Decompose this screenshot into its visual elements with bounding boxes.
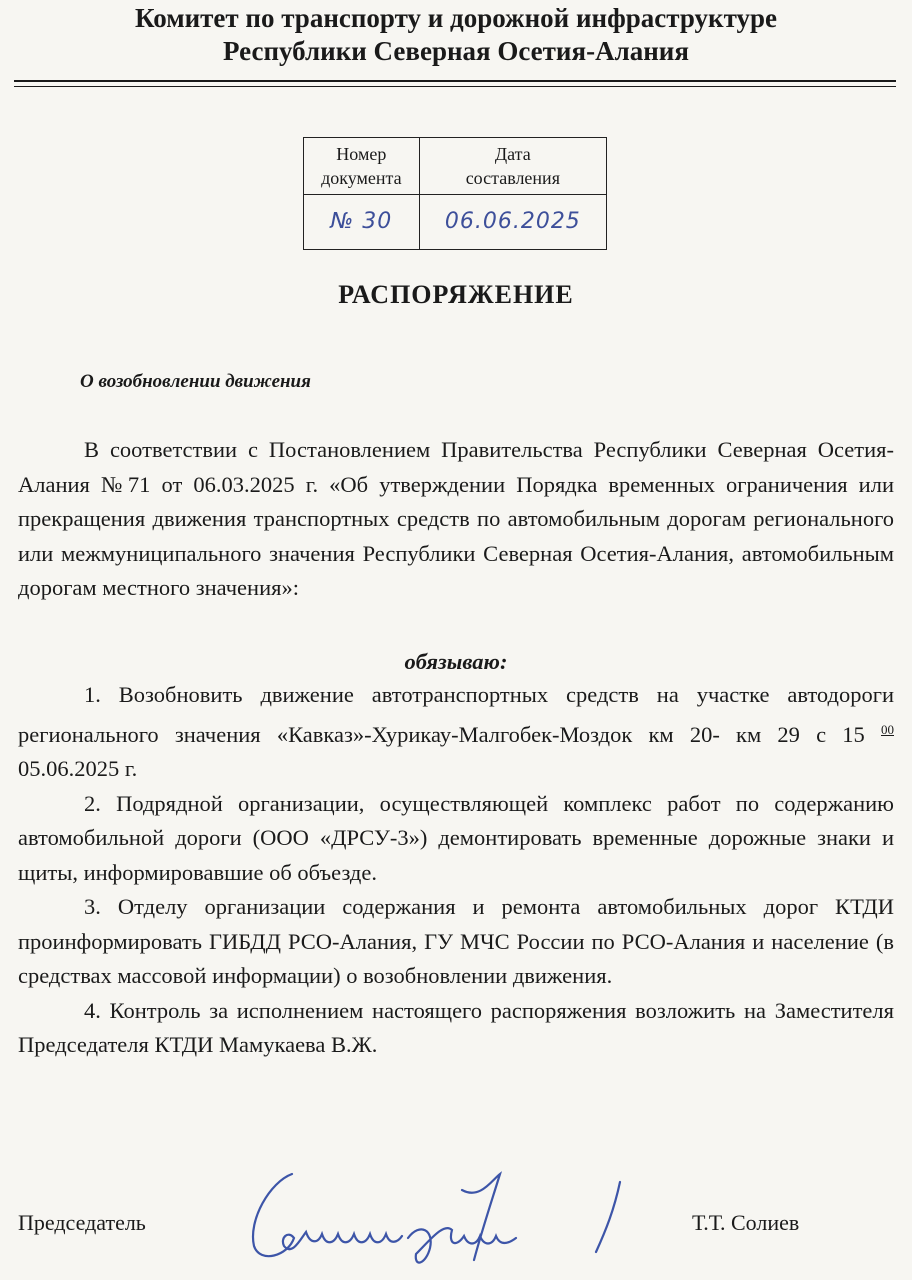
document-meta-table: [303, 137, 607, 250]
document-title: РАСПОРЯЖЕНИЕ: [338, 280, 574, 309]
doc-date-value: 06.06.2025: [419, 195, 606, 250]
time-superscript: 00: [881, 721, 894, 737]
document-subject: О возобновлении движения: [80, 371, 311, 392]
order-word: обязываю:: [404, 649, 508, 674]
handwritten-signature: [230, 1160, 650, 1270]
doc-number-header: Номер документа: [304, 138, 420, 195]
header-rule-thick: [14, 80, 896, 82]
order-item-4: 4. Контроль за исполнением настоящего распоряжения возложить на Заместителя Председателя КТДИ Мамукаева В.Ж.: [18, 997, 894, 1057]
doc-date-header: Дата составления: [419, 138, 606, 195]
signatory-name: Т.Т. Солиев: [692, 1210, 800, 1235]
order-item-2: 2. Подрядной организации, осуществляющей комплекс работ по содержанию автомобильной дороги (ООО «ДРСУ-3») демонтировать временные дорожные знаки и щиты, информировавшие об объезде.: [18, 790, 894, 885]
org-name-line1: Комитет по транспорту и дорожной инфраструктуре: [134, 3, 777, 33]
doc-number-value: № 30: [304, 195, 420, 250]
signatory-role: Председатель: [18, 1210, 146, 1235]
preamble: [18, 433, 894, 606]
org-name-line2: Республики Северная Осетия-Алания: [223, 36, 689, 66]
header-rule-thin: [14, 86, 896, 87]
order-item-1: 1. Возобновить движение автотранспортных средств на участке автодороги регионального значения «Кавказ»-Хурикау-Малгобек-Моздок км 20- км 29 с 15 $^{00}$ 05.06.2025 г.: [18, 682, 894, 781]
order-items: [18, 678, 894, 1063]
order-item-3: 3. Отделу организации содержания и ремонта автомобильных дорог КТДИ проинформировать ГИБДД РСО-Алания, ГУ МЧС России по РСО-Алания и население (в средствах массовой информации) о возобновлении движения.: [18, 894, 894, 988]
preamble-text: В соответствии с Постановлением Правительства Республики Северная Осетия-Алания №71 от 06.03.2025 г. «Об утверждении Порядка временных ограничения или прекращения движения транспортных средств по автомобильным дорогам регионального или межмуниципального значения Республики Северная Осетия-Алания, автомобильным дорогам местного значения»:: [18, 437, 894, 600]
